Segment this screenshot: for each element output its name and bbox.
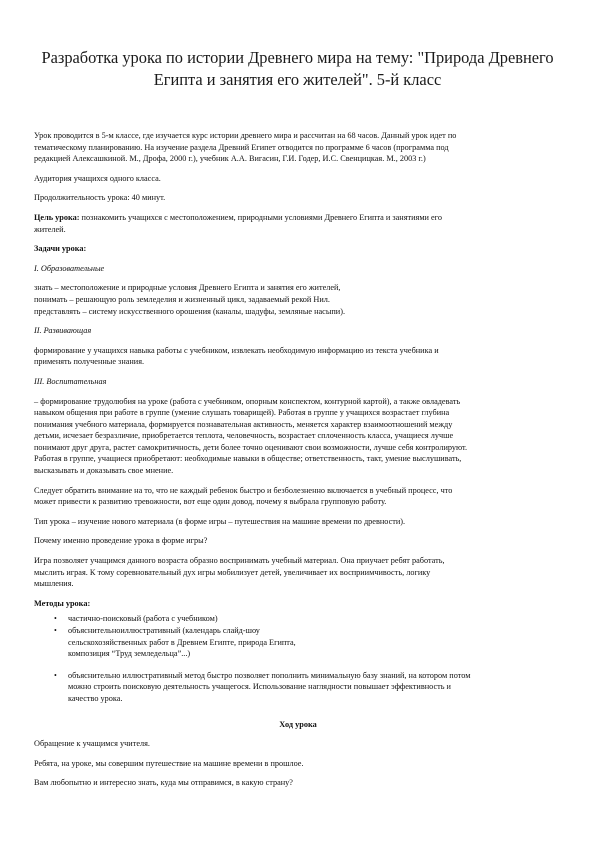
sec1-line-3: представлять – систему искусственного орошения (каналы, шадуфы, земляные насыпи). (34, 306, 346, 316)
intro-paragraph (34, 130, 562, 165)
game-line-1: Игра позволяет учащимся данного возраста образно воспринимать учебный материал. Она приучает ребят работать, (34, 556, 445, 566)
sec3-line-6: Работая в группе, учащиеся приобретают: необходимые навыки в обществе; ответственность, такт, умение выслушивать, (34, 454, 462, 464)
list-item (68, 625, 562, 660)
sec2-line-2: применять полученные знания. (34, 357, 145, 367)
method-item-2-line-1: • объяснительноиллюстративный (календарь слайд-шоу (68, 626, 260, 635)
goal-line-1 (34, 213, 442, 222)
sec3-line-7: высказывать и доказывать свое мнение. (34, 466, 174, 476)
duration-text: Продолжительность урока: 40 минут. (34, 193, 166, 203)
intro-line-1: Урок проводится в 5-м классе, где изучается курс истории древнего мира и рассчитан на 68 часов. Данный урок идет по (34, 131, 457, 140)
course-line-3: Вам любопытно и интересно знать, куда мы отправимся, в какую страну? (34, 778, 293, 788)
methods-list-2 (34, 670, 562, 705)
section-educational-text (34, 282, 562, 317)
section-educational-heading: I. Образовательные (34, 263, 105, 273)
section-developing-text (34, 345, 562, 368)
course-heading (34, 719, 562, 731)
sec2-line-1: формирование у учащихся навыка работы с учебником, извлекать необходимую информацию из текста учебника и (34, 345, 439, 355)
lesson-type-text: Тип урока – изучение нового материала (в форме игры – путешествия на машине времени по древности). (34, 516, 406, 526)
sec1-line-1: знать – местоположение и природные условия Древнего Египта и занятия его жителей, (34, 283, 341, 293)
method-item-3-line-1: • объяснительно иллюстративный метод быстро позволяет пополнить минимальную базу знаний, на котором потом (68, 670, 471, 680)
method-item-3-line-3: качество урока. (68, 693, 123, 703)
goal-paragraph (34, 212, 562, 235)
title-line-1: Разработка урока по истории Древнего мира на тему: "Природа Древнего (41, 48, 554, 67)
game-paragraph (34, 555, 562, 590)
course-heading-text: Ход урока (279, 719, 317, 729)
sec3-line-5: понимают друг друга, растет самокритичность, дети более точно оценивают свои возможности, лучше себя контролируют. (34, 442, 468, 452)
section-upbringing-text (34, 396, 562, 477)
goal-text: познакомить учащихся с местоположением, природными условиями Древнего Египта и занятиями его (79, 212, 442, 222)
sec3-line-4: детьми, исчезает безразличие, приобретается теплота, человечность, возрастает сплоченность класса, учащиеся лучше (34, 431, 454, 441)
why-game-text: Почему именно проведение урока в форме игры? (34, 536, 208, 546)
document-body (34, 130, 562, 789)
course-line-1: Обращение к учащимся учителя. (34, 739, 150, 749)
methods-heading-text: Методы урока: (34, 598, 91, 608)
method-item-1: частично-поисковый (работа с учебником) (68, 614, 218, 624)
sec1-line-2: понимать – решающую роль земледелия и жизненный цикл, задаваемый рекой Нил. (34, 294, 330, 304)
sec3-line-3: понимания учебного материала, формируется познавательная активность, меняется характер взаимоотношений между (34, 419, 453, 429)
note-paragraph (34, 485, 562, 508)
sec3-line-1: – формирование трудолюбия на уроке (работа с учебником, опорным конспектом, контурной картой), а также овладевать (34, 396, 461, 406)
goal-line-2: жителей. (34, 224, 66, 234)
tasks-heading (34, 243, 562, 255)
title-line-2: Египта и занятия его жителей". 5-й класс (153, 70, 442, 89)
methods-heading (34, 598, 562, 610)
course-line-2: Ребята, на уроке, мы совершим путешествие на машине времени в прошлое. (34, 758, 304, 768)
method-item-3-line-2: можно строить поисковую деятельность учащегося. Использование наглядности повышает эффективность и (68, 682, 451, 692)
note-line-2: может привести к развитию тревожности, вот еще один довод, почему я выбрала групповую работу. (34, 497, 387, 507)
page-title (30, 47, 565, 91)
methods-list (34, 613, 562, 659)
method-item-2-line-2: сельскохозяйственных работ в Древнем Египте, природа Египта, (68, 637, 296, 647)
sec3-line-2: навыком общения при работе в группе (умение слушать товарищей). Работая в группе у учащихся возрастает глубина (34, 408, 450, 418)
method-item-2-line-3: композиция “Труд земледельца”...) (68, 649, 191, 659)
note-line-1: Следует обратить внимание на то, что не каждый ребенок быстро и безболезненно включается в учебный процесс, что (34, 485, 453, 495)
game-line-3: мышления. (34, 579, 74, 589)
game-line-2: мыслить играя. К тому соревновательный дух игры мобилизует детей, увеличивает их восприимчивость, логику (34, 567, 431, 577)
intro-line-3: редакцией Алексашкиной. М., Дрофа, 2000 г.), учебник А.А. Вигасин, Г.И. Годер, И.С. Свенцицкая. М., 2003 г.) (34, 154, 426, 164)
section-developing-heading: II. Развивающая (34, 326, 92, 336)
audience-text: Аудитория учащихся одного класса. (34, 173, 161, 183)
list-item (68, 670, 562, 705)
list-item (68, 613, 562, 625)
goal-label: Цель урока: (34, 212, 80, 222)
section-upbringing-heading: III. Воспитательная (34, 376, 107, 386)
intro-line-2: тематическому планированию. На изучение раздела Древний Египет отводится по программе 6 часов (программа под (34, 142, 449, 152)
tasks-heading-text: Задачи урока: (34, 244, 87, 254)
